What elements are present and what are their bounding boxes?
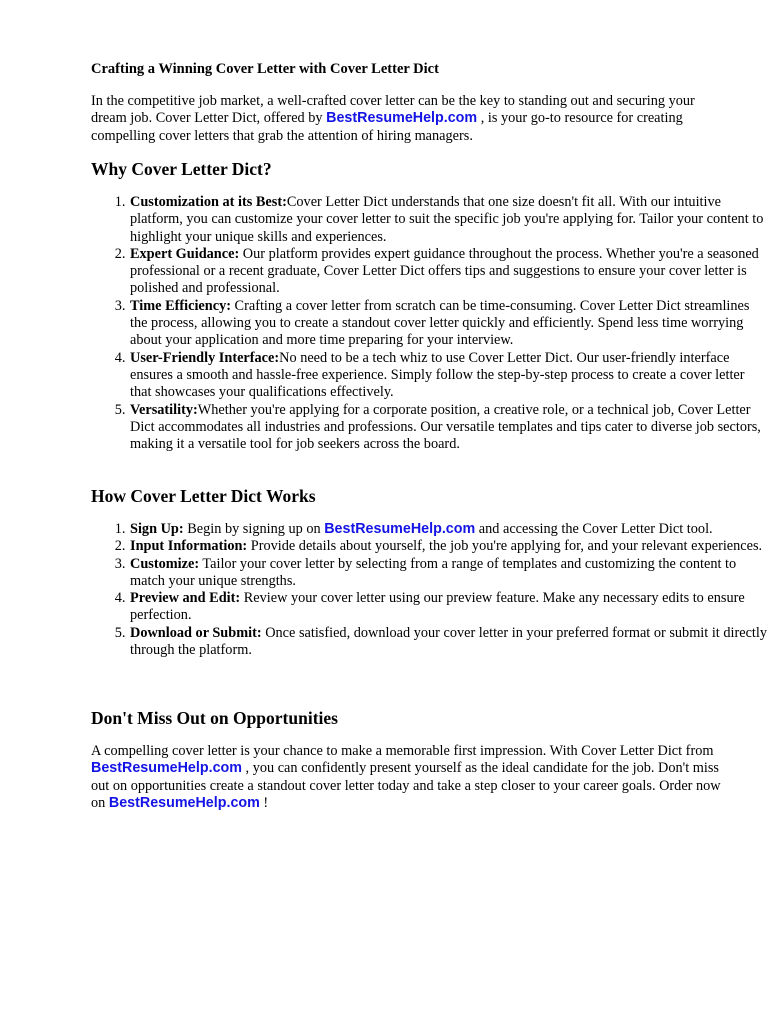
how-item-term: Preview and Edit: <box>130 590 241 607</box>
why-item-term: Time Efficiency: <box>130 297 231 314</box>
how-item-text-after-link: and accessing the Cover Letter Dict tool. <box>475 521 713 537</box>
why-item-text: Crafting a cover letter from scratch can be time-consuming. Cover Letter Dict streamlines the process, allowing you to create a standout cover letter quickly and efficiently. Spend less time worrying about your application and more time preparing for your interview. <box>130 297 750 349</box>
how-list-item <box>129 556 768 591</box>
why-heading: Why Cover Letter Dict? <box>91 159 272 179</box>
how-list-item <box>129 590 768 625</box>
why-item-term: User-Friendly Interface: <box>130 349 280 366</box>
opportunities-text-part3: ! <box>259 794 269 811</box>
why-item-term: Expert Guidance: <box>130 245 240 262</box>
how-item-text: Provide details about yourself, the job you're applying for, and your relevant experiences. <box>247 538 763 555</box>
why-list-item <box>129 298 768 350</box>
why-item-text: Cover Letter Dict understands that one size doesn't fit all. With our intuitive platform, you can customize your cover letter to suit the specific job you're applying for. Tailor your content to highlight your unique skills and experiences. <box>130 194 764 245</box>
how-heading: How Cover Letter Dict Works <box>91 486 316 506</box>
opportunities-bestresumehelp-link[interactable]: BestResumeHelp.com <box>91 760 242 777</box>
intro-text-after-link: , is your go-to resource for creating compelling cover letters that grab the attention of hiring managers. <box>91 110 683 144</box>
why-list-item <box>129 246 768 298</box>
why-list <box>91 194 768 453</box>
document-title: Crafting a Winning Cover Letter with Cover Letter Dict <box>91 61 439 77</box>
why-item-text: Our platform provides expert guidance throughout the process. Whether you're a seasoned professional or a recent graduate, Cover Letter Dict offers tips and suggestions to ensure your cover letter is polished and professional. <box>130 245 759 297</box>
how-list-item <box>129 625 768 660</box>
why-item-term: Versatility: <box>130 401 198 418</box>
opportunities-heading: Don't Miss Out on Opportunities <box>91 708 338 728</box>
why-item-term: Customization at its Best: <box>130 194 287 210</box>
how-item-term: Customize: <box>130 555 200 572</box>
order-now-bestresumehelp-link[interactable]: BestResumeHelp.com <box>108 794 260 811</box>
opportunities-paragraph <box>91 743 727 812</box>
intro-paragraph <box>91 93 727 145</box>
how-item-term: Input Information: <box>130 538 248 555</box>
intro-bestresumehelp-link[interactable]: BestResumeHelp.com <box>326 110 478 127</box>
how-list-item <box>129 521 768 538</box>
how-item-term: Sign Up: <box>130 521 184 537</box>
opportunities-text-part1: A compelling cover letter is your chance to make a memorable first impression. With Cover Letter Dict from <box>91 743 714 759</box>
how-list <box>91 521 768 659</box>
how-item-term: Download or Submit: <box>130 624 262 641</box>
intro-text-before-link: In the competitive job market, a well-crafted cover letter can be the key to standing out and securing your dream job. Cover Letter Dict, offered by <box>91 93 695 127</box>
why-item-text: Whether you're applying for a corporate position, a creative role, or a technical job, Cover Letter Dict accommodates all industries and professions. Our versatile templates and tips cater to diverse job sectors, making it a versatile tool for job seekers across the board. <box>130 401 761 453</box>
how-list-item <box>129 538 768 555</box>
why-item-text: No need to be a tech whiz to use Cover Letter Dict. Our user-friendly interface ensures a smooth and hassle-free experience. Simply follow the step-by-step process to create a cover letter that showcases your qualifications effectively. <box>130 349 745 401</box>
why-list-item <box>129 350 768 402</box>
how-item-text-before-link: Begin by signing up on <box>183 521 325 537</box>
how-item-text: Tailor your cover letter by selecting from a range of templates and customizing the content to match your unique strengths. <box>130 555 737 589</box>
how-item-text: Review your cover letter using our preview feature. Make any necessary edits to ensure perfection. <box>130 590 745 624</box>
signup-bestresumehelp-link[interactable]: BestResumeHelp.com <box>324 521 476 537</box>
why-list-item <box>129 194 768 246</box>
why-list-item <box>129 402 768 454</box>
opportunities-text-part2: , you can confidently present yourself as the ideal candidate for the job. Don't miss out on opportunities create a standout cover letter today and take a step closer to your career goals. Order now on <box>91 760 721 811</box>
how-item-text: Once satisfied, download your cover letter in your preferred format or submit it directly through the platform. <box>130 624 768 659</box>
